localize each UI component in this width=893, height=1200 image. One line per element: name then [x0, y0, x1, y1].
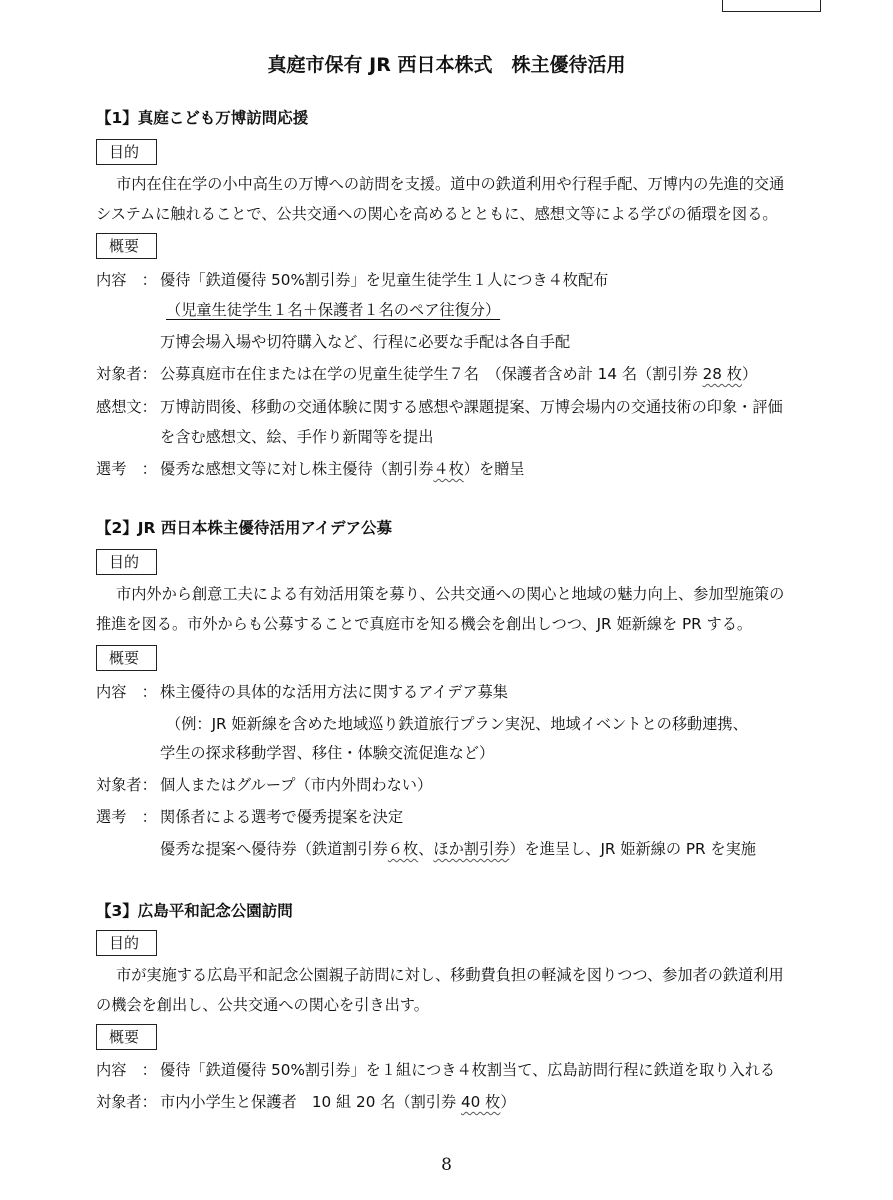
section-1-heading: 【1】真庭こども万博訪問応援: [96, 109, 309, 127]
s2-selection-line1: 関係者による選考で優秀提案を決定: [160, 808, 403, 826]
s1-essay-line1: 万博訪問後、移動の交通体験に関する感想や課題提案、万博会場内の交通技術の印象・評価: [160, 398, 783, 416]
s2-purpose-line1: 市内外から創意工夫による有効活用策を募り、公共交通への関心と地域の魅力向上、参加型施策の: [116, 585, 785, 603]
s1-content-line2: （児童生徒学生１名＋保護者１名のペア往復分）: [166, 301, 501, 319]
s1-selection-text: 優秀な感想文等に対し株主優待（割引券: [160, 460, 434, 478]
s1-target-text: 公募真庭市在住または在学の児童生徒学生７名 （保護者含め計 14 名（割引券: [160, 365, 703, 383]
s1-purpose-line1: 市内在住在学の小中高生の万博への訪問を支援。道中の鉄道利用や行程手配、万博内の先進的交通: [116, 175, 785, 193]
overview-label: 概要: [96, 233, 157, 259]
purpose-label: 目的: [96, 930, 157, 956]
target-label: 対象者：: [96, 1093, 157, 1111]
s1-content-line3: 万博会場入場や切符購入など、行程に必要な手配は各自手配: [160, 333, 571, 351]
s1-content-line1: 優待「鉄道優待 50%割引券」を児童生徒学生１人につき４枚配布: [160, 271, 609, 289]
purpose-label: 目的: [96, 139, 157, 165]
s3-purpose-line2: の機会を創出し、公共交通への関心を引き出す。: [96, 996, 429, 1014]
overview-label: 概要: [96, 1024, 157, 1050]
s2-target-text: 個人またはグループ（市内外問わない）: [160, 776, 433, 794]
s1-essay-line2: を含む感想文、絵、手作り新聞等を提出: [160, 428, 434, 446]
s1-target-ticket-count: 28 枚: [702, 365, 742, 383]
s2-content-line1: 株主優待の具体的な活用方法に関するアイデア募集: [160, 683, 508, 701]
s2-content-line3: 学生の探求移動学習、移住・体験交流促進など）: [160, 744, 495, 762]
top-right-box: [722, 0, 821, 12]
s2-ticket-count: ６枚: [387, 840, 419, 858]
s1-selection-ticket-count: ４枚: [433, 460, 464, 478]
selection-label: 選考 ：: [96, 460, 157, 478]
s3-content-line1: 優待「鉄道優待 50%割引券」を１組につき４枚割当て、広島訪問行程に鉄道を取り入れる: [160, 1061, 776, 1079]
overview-label: 概要: [96, 645, 157, 671]
s2-content-line2: （例：JR 姫新線を含めた地域巡り鉄道旅行プラン実況、地域イベントとの移動連携、: [166, 715, 748, 733]
s3-target-ticket-count: 40 枚: [460, 1093, 501, 1111]
content-label: 内容 ：: [96, 1061, 157, 1079]
content-label: 内容 ：: [96, 683, 157, 701]
s2-selection-line2: 優秀な提案へ優待券（鉄道割引券６枚、ほか割引券）を進呈し、JR 姫新線の PR を実施: [160, 840, 756, 858]
s2-purpose-line2: 推進を図る。市外からも公募することで真庭市を知る機会を創出しつつ、JR 姫新線を PR する。: [96, 615, 753, 633]
target-label: 対象者：: [96, 776, 157, 794]
section-3-heading: 【3】広島平和記念公園訪問: [96, 902, 293, 920]
s3-purpose-line1: 市が実施する広島平和記念公園親子訪問に対し、移動費負担の軽減を図りつつ、参加者の鉄道利用: [116, 966, 784, 984]
essay-label: 感想文：: [96, 398, 157, 416]
target-label: 対象者：: [96, 365, 157, 383]
selection-label: 選考 ：: [96, 808, 157, 826]
s1-purpose-line2: システムに触れることで、公共交通への関心を高めるとともに、感想文等による学びの循環を図る。: [96, 205, 778, 223]
purpose-label: 目的: [96, 549, 157, 575]
s2-other-tickets: ほか割引券: [433, 840, 510, 858]
section-2-heading: 【2】JR 西日本株主優待活用アイデア公募: [96, 519, 392, 537]
document-title: 真庭市保有 JR 西日本株式 株主優待活用: [267, 54, 626, 76]
content-label: 内容 ：: [96, 271, 157, 289]
s3-target-text: 市内小学生と保護者 10 組 20 名（割引券: [160, 1093, 461, 1111]
page-number: 8: [441, 1155, 452, 1175]
